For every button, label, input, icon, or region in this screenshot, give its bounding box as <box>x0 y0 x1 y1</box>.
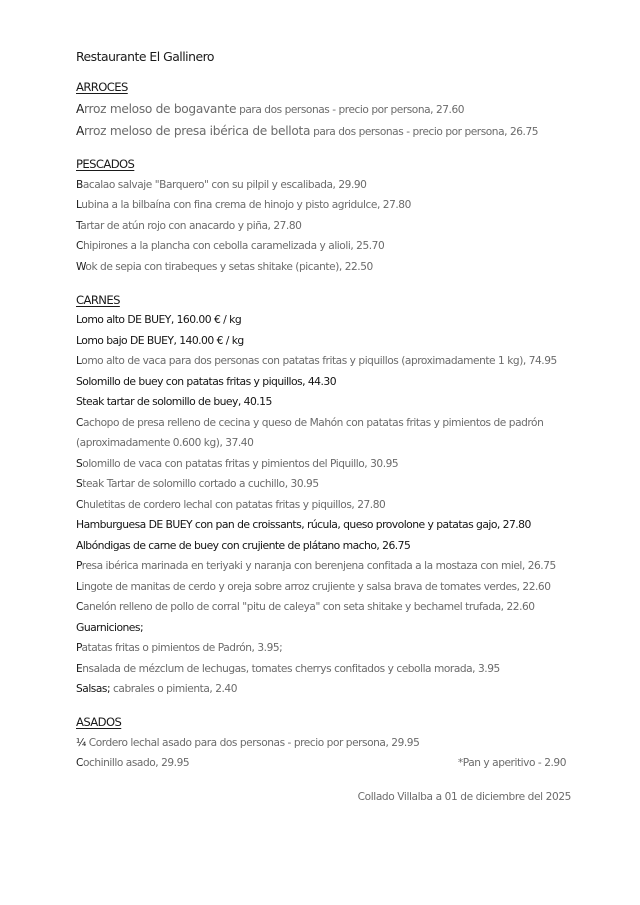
item-text: resa ibérica marinada en teriyaki y naranja con berenjena confitada a la mostaza con miel, 26.75 <box>81 560 556 572</box>
item-text: ochinillo asado, 29.95 <box>82 757 190 769</box>
menu-item-featured: Albóndigas de carne de buey con crujiente de plátano macho, 26.75 <box>76 538 411 552</box>
section-arroces <box>76 77 576 142</box>
menu-item <box>76 495 576 516</box>
item-initial: C <box>76 498 83 511</box>
item-initial: L <box>76 355 82 367</box>
section-heading-carnes: CARNES <box>76 292 120 307</box>
item-text: teak Tartar de solomillo cortado a cuchillo, 30.95 <box>82 478 319 490</box>
item-initial: C <box>76 416 83 429</box>
guarniciones-heading: Guarniciones; <box>76 620 144 634</box>
menu-item <box>76 753 576 774</box>
item-initial: S <box>76 478 83 490</box>
item-text: olomillo de vaca con patatas fritas y pimientos del Piquillo, 30.95 <box>82 457 399 470</box>
item-initial: A <box>76 123 85 138</box>
item-name: rroz meloso de presa ibérica de bellota <box>84 123 311 138</box>
menu-item <box>76 597 576 618</box>
section-pescados <box>76 154 576 277</box>
restaurant-title: Restaurante El Gallinero <box>76 49 215 64</box>
item-initial: P <box>76 642 82 654</box>
menu-item <box>76 98 576 120</box>
item-text: huletitas de cordero lechal con patatas fritas y piquillos, 27.80 <box>82 498 386 511</box>
item-text: atatas fritas o pimientos de Padrón, 3.95; <box>81 642 283 654</box>
item-text: anelón relleno de pollo de corral "pitu de caleya" con seta shitake y bechamel trufada, 22.60 <box>82 601 535 613</box>
item-text: nsalada de mézclum de lechugas, tomates cherrys confitados y cebolla morada, 3.95 <box>82 662 500 675</box>
menu-item <box>76 216 576 237</box>
item-text: Cordero lechal asado para dos personas - precio por persona, 29.95 <box>85 736 420 749</box>
menu-item <box>76 556 576 577</box>
menu-item-continuation <box>76 433 576 454</box>
menu-item-featured: Hamburguesa DE BUEY con pan de croissants, rúcula, queso provolone y patatas gajo, 27.80 <box>76 518 531 531</box>
item-initial: W <box>76 260 86 273</box>
item-initial: S <box>76 457 83 470</box>
section-heading-asados: ASADOS <box>76 715 122 729</box>
side-item <box>76 659 576 680</box>
item-initial: B <box>76 178 83 191</box>
item-initial: T <box>76 219 81 232</box>
bread-note: *Pan y aperitivo - 2.90 <box>457 757 566 769</box>
menu-item <box>76 454 576 475</box>
item-initial: C <box>76 240 83 252</box>
item-initial: ¼ <box>76 736 86 749</box>
item-initial: L <box>76 199 82 211</box>
item-text: achopo de presa relleno de cecina y queso de Mahón con patatas fritas y pimientos de padrón <box>82 416 544 429</box>
item-initial: P <box>76 560 82 572</box>
menu-item <box>76 175 576 196</box>
menu-item <box>76 733 576 754</box>
item-initial: C <box>76 601 83 613</box>
item-text: acalao salvaje "Barquero" con su pilpil y escalibada, 29.90 <box>82 178 367 191</box>
item-initial: L <box>76 580 82 593</box>
item-initial: C <box>76 757 83 769</box>
salsas-item <box>76 679 576 700</box>
menu-item <box>76 474 576 495</box>
menu-item <box>76 257 576 278</box>
menu-item <box>76 351 576 372</box>
menu-item-featured: Steak tartar de solomillo de buey, 40.15 <box>76 395 272 408</box>
menu-item <box>76 120 576 142</box>
item-detail: para dos personas - precio por persona, 26.75 <box>310 125 539 138</box>
item-text: hipirones a la plancha con cebolla caramelizada y alioli, 25.70 <box>82 240 385 252</box>
menu-page <box>76 47 576 803</box>
place-date-footer: Collado Villalba a 01 de diciembre del 2025 <box>357 791 571 803</box>
item-text: (aproximadamente 0.600 kg), 37.40 <box>76 437 254 449</box>
menu-item <box>76 577 576 598</box>
menu-item <box>76 195 576 216</box>
item-text: ok de sepia con tirabeques y setas shitake (picante), 22.50 <box>85 260 373 273</box>
item-text: ingote de manitas de cerdo y oreja sobre arroz crujiente y salsa brava de tomates verdes, 22.60 <box>81 580 551 593</box>
menu-item-featured: Lomo alto DE BUEY, 160.00 € / kg <box>76 313 242 326</box>
item-text: omo alto de vaca para dos personas con patatas fritas y piquillos (aproximadamente 1 kg), 74.95 <box>81 355 557 367</box>
item-text: cabrales o pimienta, 2.40 <box>110 683 237 695</box>
side-item <box>76 638 576 659</box>
item-detail: para dos personas - precio por persona, 27.60 <box>236 103 465 116</box>
item-text: artar de atún rojo con anacardo y piña, 27.80 <box>80 219 302 232</box>
section-heading-arroces: ARROCES <box>76 80 128 94</box>
item-name: rroz meloso de bogavante <box>84 101 237 116</box>
section-carnes <box>76 290 576 700</box>
menu-item <box>76 236 576 257</box>
section-heading-pescados: PESCADOS <box>76 157 135 171</box>
item-text: ubina a la bilbaína con fina crema de hinojo y pisto agridulce, 27.80 <box>81 199 411 211</box>
section-asados <box>76 712 576 774</box>
salsas-label: Salsas; <box>76 683 111 695</box>
menu-item-featured: Solomillo de buey con patatas fritas y piquillos, 44.30 <box>76 374 337 388</box>
item-initial: A <box>76 101 85 116</box>
menu-item-featured: Lomo bajo DE BUEY, 140.00 € / kg <box>76 333 244 347</box>
menu-item <box>76 413 576 434</box>
item-initial: E <box>76 662 83 675</box>
